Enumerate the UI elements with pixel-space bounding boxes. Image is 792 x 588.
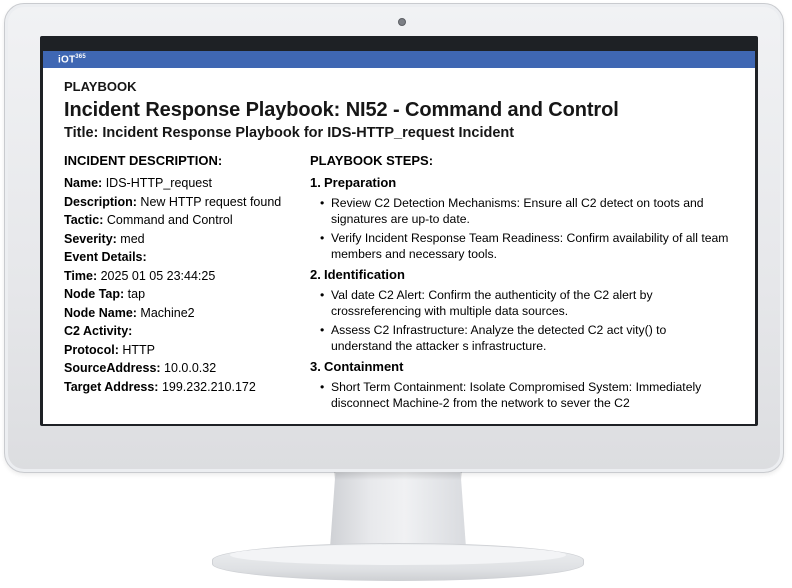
- step-item-text: Review C2 Detection Mechanisms: Ensure all C2 detect on toots and signatures are up-to date.: [331, 196, 704, 226]
- webcam-icon: [398, 18, 406, 26]
- field-label: Protocol:: [64, 342, 119, 357]
- step-item: [310, 323, 730, 354]
- field-value: New HTTP request found: [140, 194, 282, 209]
- step-number: 2.: [310, 267, 321, 282]
- page-title: Incident Response Playbook: NI52 - Command and Control: [64, 99, 619, 121]
- screen: [43, 51, 755, 424]
- field-label: Time:: [64, 268, 98, 283]
- playbook-steps-panel: [310, 153, 750, 415]
- brand-logo[interactable]: [58, 54, 86, 65]
- step-number: 1.: [310, 175, 321, 190]
- field-label: Event Details:: [64, 250, 147, 264]
- field-value: HTTP: [122, 342, 155, 357]
- field-value: Machine2: [140, 305, 195, 320]
- bullet-icon: •: [320, 380, 325, 394]
- field-value: 199.232.210.172: [161, 379, 256, 394]
- incident-field-row: [64, 359, 304, 378]
- playbook-step: [310, 174, 750, 262]
- stand-shadow: [334, 472, 462, 480]
- bullet-icon: •: [320, 196, 325, 210]
- step-title-text: Identification: [324, 267, 405, 282]
- step-item: [310, 196, 730, 227]
- app-header-bar: [43, 51, 755, 68]
- incident-field-row: [64, 322, 304, 341]
- incident-field-row: [64, 304, 304, 323]
- playbook-step: [310, 266, 750, 354]
- field-label: Severity:: [64, 231, 117, 246]
- monitor-stand-neck: [330, 472, 466, 548]
- field-label: Target Address:: [64, 379, 159, 394]
- field-value: tap: [127, 287, 146, 301]
- field-label: Description:: [64, 194, 137, 209]
- incident-field-list: [64, 174, 304, 396]
- page-subtitle: Title: Incident Response Playbook for IDS-HTTP_request Incident: [64, 125, 515, 141]
- step-item-text: Val date C2 Alert: Confirm the authenticity of the C2 alert by crossreferencing with multiple data sources.: [331, 288, 653, 318]
- field-value: 10.0.0.32: [164, 361, 217, 375]
- incident-field-row: [64, 230, 304, 249]
- field-label: C2 Activity:: [64, 324, 133, 338]
- field-label: Name:: [64, 176, 103, 190]
- step-title[interactable]: [310, 174, 750, 192]
- field-label: Node Name:: [64, 305, 137, 320]
- bullet-icon: •: [320, 323, 325, 337]
- step-number: 3.: [310, 359, 321, 374]
- step-title-text: Preparation: [324, 175, 397, 190]
- field-value: 2025 01 05 23:44:25: [100, 268, 216, 283]
- incident-field-row: [64, 378, 304, 397]
- incident-field-row: [64, 211, 304, 230]
- step-title[interactable]: [310, 266, 750, 284]
- playbook-step-list: [310, 174, 750, 411]
- incident-field-row: [64, 174, 304, 193]
- playbook-step: [310, 358, 750, 411]
- bullet-icon: •: [320, 288, 325, 302]
- incident-field-row: [64, 248, 304, 267]
- field-label: Tactic:: [64, 213, 104, 227]
- step-title-text: Containment: [324, 359, 404, 374]
- logo-text: iOT: [58, 54, 76, 66]
- step-item: [310, 288, 730, 319]
- incident-field-row: [64, 193, 304, 212]
- playbook-header: [64, 79, 745, 141]
- bullet-icon: •: [320, 231, 325, 245]
- incident-field-row: [64, 341, 304, 360]
- field-value: Command and Control: [106, 213, 233, 227]
- incident-description-heading: INCIDENT DESCRIPTION:: [64, 153, 223, 168]
- step-item: [310, 380, 730, 411]
- step-item-list: [310, 196, 750, 262]
- field-value: IDS-HTTP_request: [105, 176, 212, 190]
- logo-superscript: 365: [75, 54, 86, 60]
- step-item: [310, 231, 730, 262]
- incident-field-row: [64, 267, 304, 286]
- section-label: PLAYBOOK: [64, 79, 137, 94]
- step-item-list: [310, 380, 750, 411]
- stand-base-highlight: [230, 545, 566, 565]
- field-value: med: [120, 231, 145, 246]
- field-label: SourceAddress:: [64, 361, 161, 375]
- playbook-steps-heading: PLAYBOOK STEPS:: [310, 153, 434, 168]
- step-item-text: Verify Incident Response Team Readiness: Confirm availability of all team members and necessary tools.: [331, 231, 729, 261]
- step-item-text: Assess C2 Infrastructure: Analyze the detected C2 act vity() to understand the attacker s infrastructure.: [331, 323, 667, 353]
- incident-description-panel: [64, 153, 304, 396]
- incident-field-row: [64, 285, 304, 304]
- step-title[interactable]: [310, 358, 750, 376]
- step-item-text: Short Term Containment: Isolate Compromised System: Immediately disconnect Machine-2 from the network to sever the C2: [331, 380, 702, 410]
- field-label: Node Tap:: [64, 287, 125, 301]
- step-item-list: [310, 288, 750, 354]
